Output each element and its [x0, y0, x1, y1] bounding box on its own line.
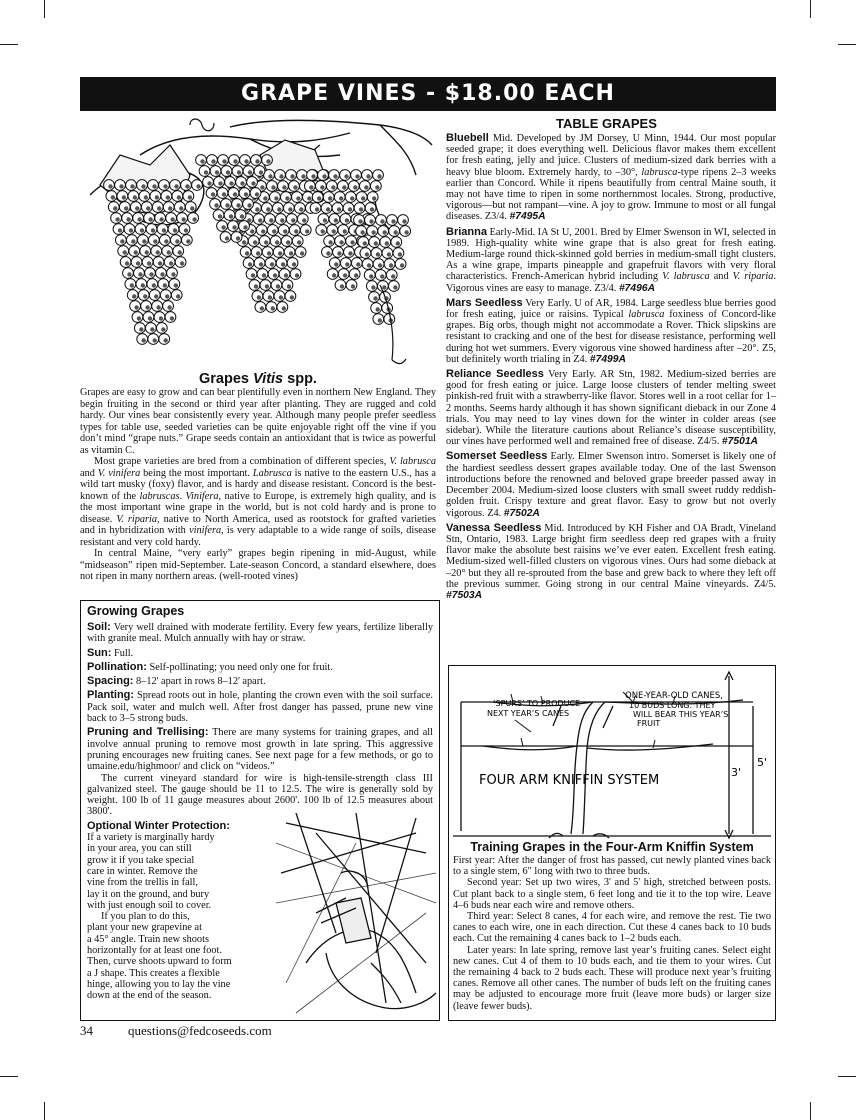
pruning-label: Pruning and Trellising:: [87, 726, 209, 739]
variety-sku: #7503A: [446, 589, 483, 601]
crop-mark: [44, 1102, 45, 1120]
crop-mark: [0, 44, 18, 45]
kniffin-step: Third year: Select 8 canes, 4 for each wire, and remove the rest. Tie two canes to each wire, one in each direction. Cut these 4 canes back to 10 buds each. Cut the remaining 4 canes back to 1–2 buds each.: [453, 911, 771, 945]
growing-grapes-title: Growing Grapes: [87, 604, 185, 618]
variety-name: Bluebell: [446, 132, 489, 144]
intro-paragraph: Grapes are easy to grow and can bear plentifully even in northern New England. They begin fruiting in the second or third year after planting. They are rugged and cold hardy. Our vines bear consistently every year. Although many people prefer seedless types for table use, seeded varieties can be quite enjoyable right off the vine if you don’t mind “grape nuts.” Grape seeds contain an antioxidant that is twice as powerful as vitamin C.: [80, 387, 436, 456]
variety-sku: #7495A: [509, 211, 546, 223]
kniffin-box: [448, 665, 776, 1021]
spacing-text: 8–12' apart in rows 8–12' apart.: [133, 676, 266, 688]
planting-label: Planting:: [87, 689, 135, 702]
variety-sku: #7501A: [721, 436, 758, 448]
kniffin-diagram: [453, 666, 771, 840]
crop-mark: [44, 0, 45, 18]
page-banner: GRAPE VINES - $18.00 EACH: [80, 77, 776, 111]
pollination-label: Pollination:: [87, 660, 147, 673]
variety-entry: Somerset Seedless Early. Elmer Swenson intro. Somerset is likely one of the hardiest seedless dessert grapes available today. One of the last Swenson introductions before the renowned and beloved grape breeder passed away in December 2004. Medium-sized loose clusters with small sweet ruddy reddish-golden fruit. Crispy texture and great flavor. Easy to grow but not overly vigorous. Z4. #7502A: [446, 450, 776, 519]
variety-sku: #7496A: [618, 282, 656, 294]
one-year-canes-label: FRUIT: [637, 719, 661, 728]
variety-name: Somerset Seedless: [446, 450, 548, 463]
height-5ft-label: 5': [757, 756, 768, 769]
sun-label: Sun:: [87, 646, 112, 659]
pruning-text: There are many systems for training grapes, and all involve annual pruning to remove most growth in late spring. This aggressive pruning encourages new fruiting canes. See next page for a few methods, or go to umaine.edu/highmoor/ and click on “videos.”: [87, 727, 433, 773]
kniffin-step: Second year: Set up two wires, 3' and 5' high, stretched between posts. Cut plant back to a single stem, 6 feet long and tie it to the top wire. Leave 4–6 buds near each wire and remove others.: [453, 877, 771, 911]
page-number: 34: [80, 1023, 93, 1038]
winter-protection-label: Optional Winter Protection:: [87, 819, 230, 832]
variety-entry: Vanessa Seedless Mid. Introduced by KH Fisher and OA Bradt, Vineland Stn, Ontario, 1983. Large bright firm seedless deep red grapes with a fruity flavor make the absolute best raisins we’ve ever eaten. Excellent fresh eating. Medium-sized well-filled clusters on vigorous vines. Ours had some dieback at –20° but they all re-sprouted from the base and grew back to where they left off the previous summer. Going strong in our central Maine vineyards. Z4/5. #7503A: [446, 521, 777, 601]
kniffin-step: First year: After the danger of frost has passed, cut newly planted vines back to a single stem, 6" long with two to three buds.: [453, 855, 771, 878]
one-year-canes-label: WILL BEAR THIS YEAR’S: [633, 710, 729, 719]
pruning-illustration: [276, 813, 438, 1019]
variety-sku: #7499A: [589, 353, 626, 365]
variety-name: Vanessa Seedless: [446, 521, 542, 534]
pollination-text: Self-pollinating; you need only one for fruit.: [146, 661, 333, 673]
variety-entry: Bluebell Mid. Developed by JM Dorsey, U Minn, 1944. Our most popular seeded grape; it does everything well. Delicious flavor makes them excellent for fresh eating, jelly and juice. Clusters of medium-sized dark berries with a heavy blue bloom. Extremely hardy, to –30°, labrusca-type ripens 2–3 weeks earlier than Concord. While it ripens beautifully from central Maine south, it may not have time to ripen in some northernmost locales. Strong, productive, vigorous—but not rampant—vine. A joy to grow. Immune to most or all fungal diseases. Z3/4. #7495A: [446, 132, 776, 223]
spurs-label: ‘SPURS’ TO PRODUCE: [493, 699, 581, 708]
spurs-label: NEXT YEAR’S CANES: [487, 709, 570, 718]
crop-mark: [0, 1076, 18, 1077]
planting-text: Spread roots out in hole, planting the crown even with the soil surface. Pack soil, water and mulch well. After frost danger has passed, prune new vine back to 3–5 strong buds.: [87, 690, 433, 725]
grapes-intro-text: [80, 387, 436, 583]
winter-text-1: If a variety is marginally hardy in your area, you can still grow it if you take special care in winter. Remove the vine from the trellis in fall, lay it on the ground, and bury with just enough soil to cover.: [87, 832, 215, 911]
grapes-section-title: Grapes Vitis spp.: [199, 371, 317, 387]
variety-entry: Mars Seedless Very Early. U of AR, 1984. Large seedless blue berries good for fresh eating, juice or raisins. Typical labrusca foxiness of Concord-like grapes. Big orbs, though might not accommodate a Rover. Thick slipskins are resistant to cracking and one of the best for disease resistance, performing well during hot wet summers. Every vigorous vine showed hardiness after –20°. Z5, but definitely worth trialing in Z4. #7499A: [446, 296, 777, 365]
sun-text: Full.: [111, 647, 134, 659]
wire-text: The current vineyard standard for wire is high-tensile-strength class III galvanized steel. The gauge should be 11 to 12.5. The wire is generally sold by weight. 100 lb of 11 gauge measures about 2600'. 100 lb of 12.5 measures about 3800'.: [87, 772, 433, 818]
spacing-label: Spacing:: [87, 675, 134, 688]
kniffin-title: Training Grapes in the Four-Arm Kniffin System: [470, 840, 754, 854]
variety-entry: Brianna Early-Mid. IA St U, 2001. Bred by Elmer Swenson in WI, selected in 1989. High-quality white wine grape that is also great for fresh eating. Medium-large round thick-skinned gold berries in medium-small tight clusters. As a wine grape, imparts pineapple and grapefruit flavors with very floral characteristics. French-American hybrid including V. labrusca and V. riparia. Vigorous vines are easy to manage. Z3/4. #7496A: [446, 225, 777, 294]
crop-mark: [838, 44, 856, 45]
one-year-canes-label: ONE-YEAR-OLD CANES,: [625, 691, 723, 701]
grape-cluster-illustration: [80, 115, 436, 370]
soil-label: Soil:: [87, 621, 111, 633]
soil-text: Very well drained with moderate fertility. Every few years, fertilize liberally with granite meal. Mulch annually with hay or straw.: [87, 622, 433, 645]
growing-grapes-box: [80, 600, 440, 1021]
crop-mark: [838, 1076, 856, 1077]
intro-paragraph: In central Maine, “very early” grapes begin ripening in mid-August, while “midseason” ripen mid-September. Late-season Concord, a standard elsewhere, does not ripen in many northern areas. (well-rooted vines): [80, 548, 436, 582]
variety-sku: #7502A: [503, 507, 540, 519]
table-grapes-heading: TABLE GRAPES: [556, 116, 657, 131]
variety-name: Brianna: [446, 225, 487, 238]
variety-name: Mars Seedless: [446, 296, 523, 309]
crop-mark: [810, 0, 811, 18]
height-3ft-label: 3': [731, 766, 742, 779]
variety-entry: Reliance Seedless Very Early. AR Stn, 1982. Medium-sized berries are good for fresh eating or juice. Large loose clusters of tender melting sweet pinkish-red fruit with a strawberry-like flavor. Stores well in a root cellar for 1–2 months. Seems hardy although it has shown significant dieback in our Zone 4 trials. You may need to lay vines down for the winter in colder areas (see sidebar). While the literature cautions about Reliance’s disease susceptibility, our vines have performed well and remained free of disease. Z4/5. #7501A: [446, 368, 776, 448]
system-label: FOUR ARM KNIFFIN SYSTEM: [479, 773, 660, 788]
winter-text-2: If you plan to do this, plant your new grapevine at a 45° angle. Train new shoots horizontally for at least one foot. Then, curve shoots upward to form a J shape. This creates a flexible hinge, allowing you to lay the vine down at the end of the season.: [87, 911, 232, 1002]
variety-name: Reliance Seedless: [446, 368, 544, 381]
grape-berries: [104, 155, 411, 345]
variety-list: [446, 133, 776, 605]
one-year-canes-label: 10 BUDS LONG. THEY: [629, 701, 716, 710]
intro-paragraph: Most grape varieties are bred from a combination of different species, V. labrusca and V. vinifera being the most important. Labrusca is native to the eastern U.S., has a wild tart musky (foxy) flavor, and is hardy and disease resistant. Concord is the best-known of the labruscas. Vinifera, native to Europe, is extremely high quality, and is the most important wine grape in the world, but is not cold hardy and is prone to disease. V. riparia, native to North America, used as rootstock for grafted varieties and in hybridization with vinifera, is very adaptable to a wide range of soils, disease resistant and very cold hardy.: [80, 456, 436, 548]
kniffin-step: Later years: In late spring, remove last year’s fruiting canes. Select eight new canes. Cut 4 of them to 10 buds each, and tie them to your wires. Cut the remaining 4 back to 2 buds each. These will produce next year’s fruiting canes. Remove all other canes. The number of buds left on the fruiting canes may be adjusted to encourage more fruit (leave more buds) or larger size (leave fewer buds).: [453, 944, 771, 1012]
crop-mark: [810, 1102, 811, 1120]
footer-email: questions@fedcoseeds.com: [128, 1023, 272, 1038]
